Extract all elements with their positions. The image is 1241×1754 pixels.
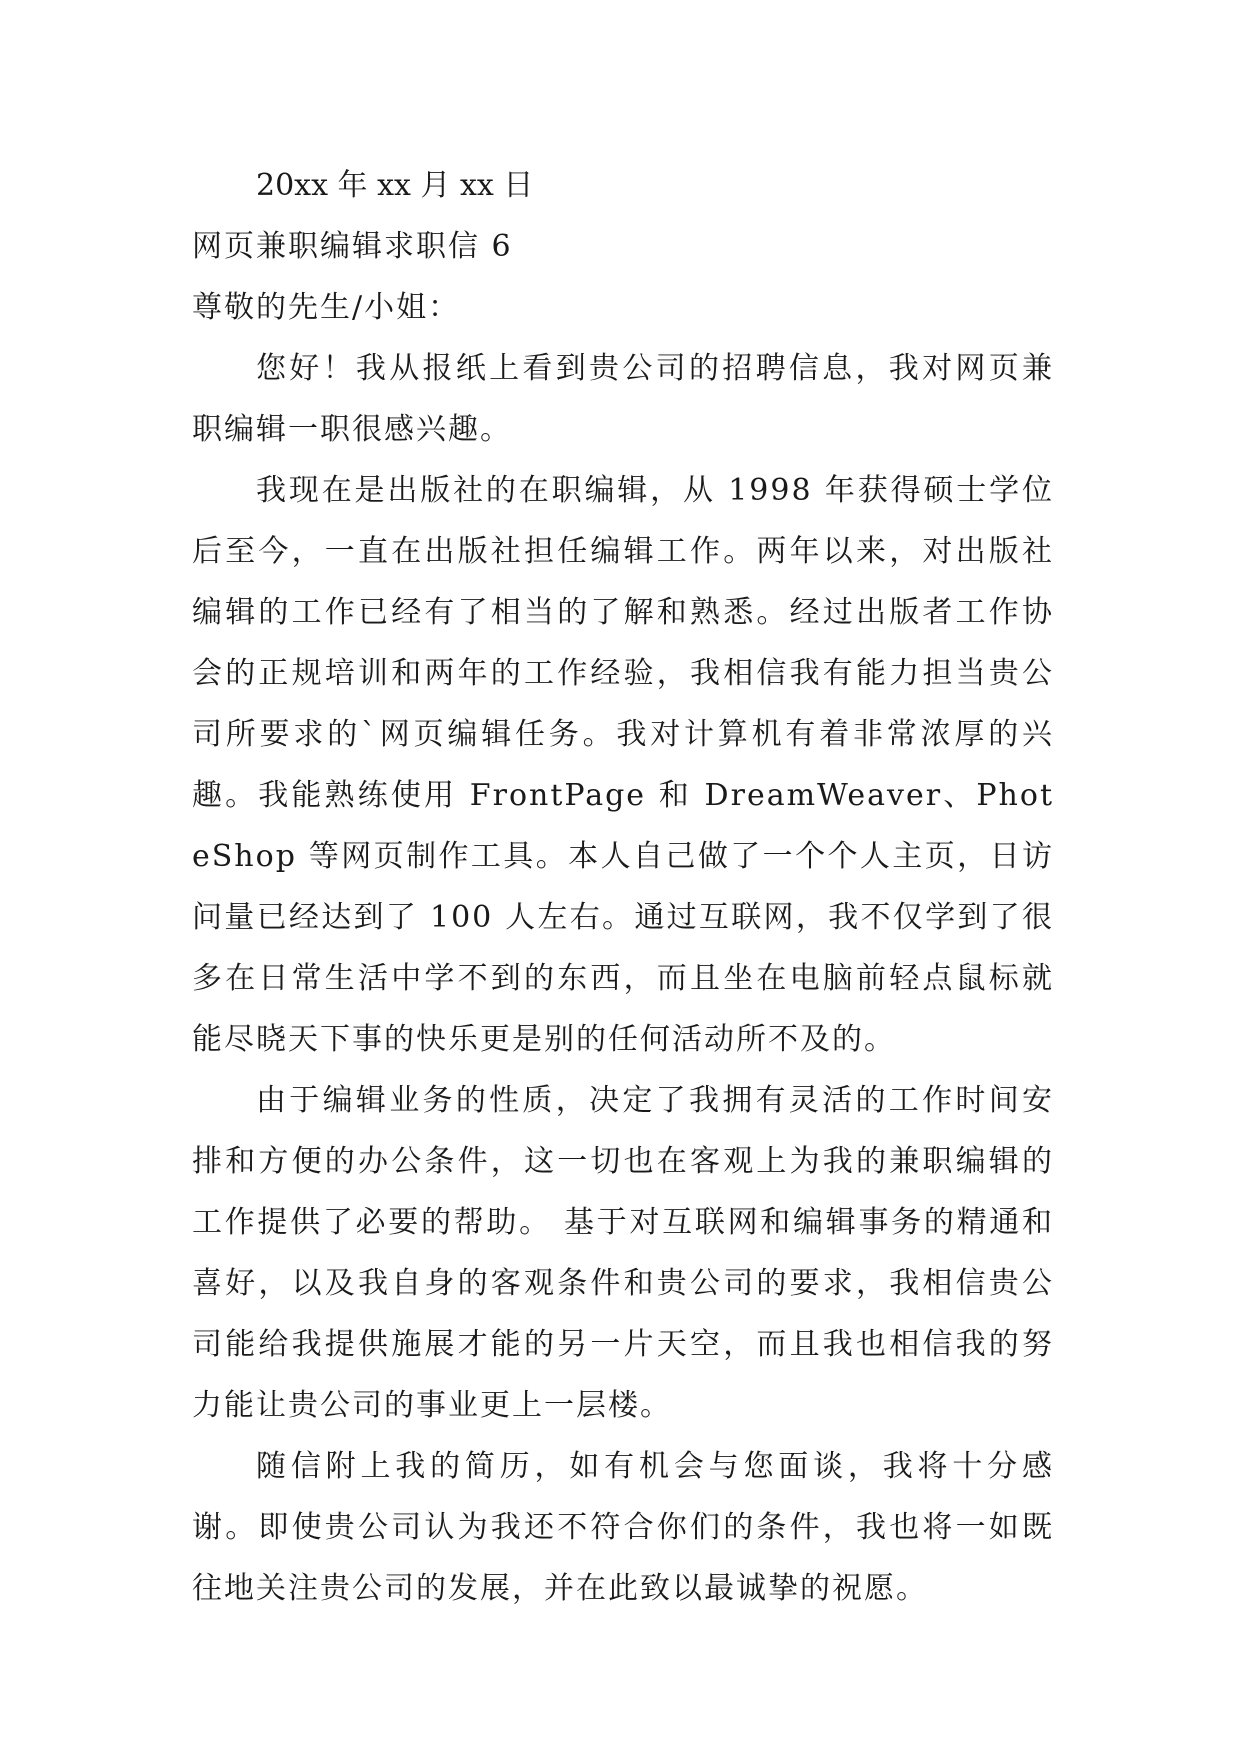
paragraph-closing: 随信附上我的简历，如有机会与您面谈，我将十分感谢。即使贵公司认为我还不符合你们的条件，我也将一如既往地关注贵公司的发展，并在此致以最诚挚的祝愿。 <box>192 1449 1054 1606</box>
letter-body <box>192 155 1054 1619</box>
letter-date: 20xx 年 xx 月 xx 日 <box>256 168 534 203</box>
letter-title: 网页兼职编辑求职信 6 <box>192 229 513 264</box>
paragraph-experience: 我现在是出版社的在职编辑，从 1998 年获得硕士学位后至今，一直在出版社担任编辑工作。两年以来，对出版社编辑的工作已经有了相当的了解和熟悉。经过出版者工作协会的正规培训和两年的工作经验，我相信我有能力担当贵公司所要求的`网页编辑任务。我对计算机有着非常浓厚的兴趣。我能熟练使用 FrontPage 和 DreamWeaver、PhoteShop 等网页制作工具。本人自己做了一个个人主页，日访问量已经达到了 100 人左右。通过互联网，我不仅学到了很多在日常生活中学不到的东西，而且坐在电脑前轻点鼠标就能尽晓天下事的快乐更是别的任何活动所不及的。 <box>192 473 1054 1057</box>
letter-salutation: 尊敬的先生/小姐： <box>192 290 461 325</box>
paragraph-availability: 由于编辑业务的性质，决定了我拥有灵活的工作时间安排和方便的办公条件，这一切也在客观上为我的兼职编辑的工作提供了必要的帮助。 基于对互联网和编辑事务的精通和喜好，以及我自身的客观条件和贵公司的要求，我相信贵公司能给我提供施展才能的另一片天空，而且我也相信我的努力能让贵公司的事业更上一层楼。 <box>192 1083 1054 1423</box>
paragraph-greeting: 您好！我从报纸上看到贵公司的招聘信息，我对网页兼职编辑一职很感兴趣。 <box>192 351 1054 447</box>
